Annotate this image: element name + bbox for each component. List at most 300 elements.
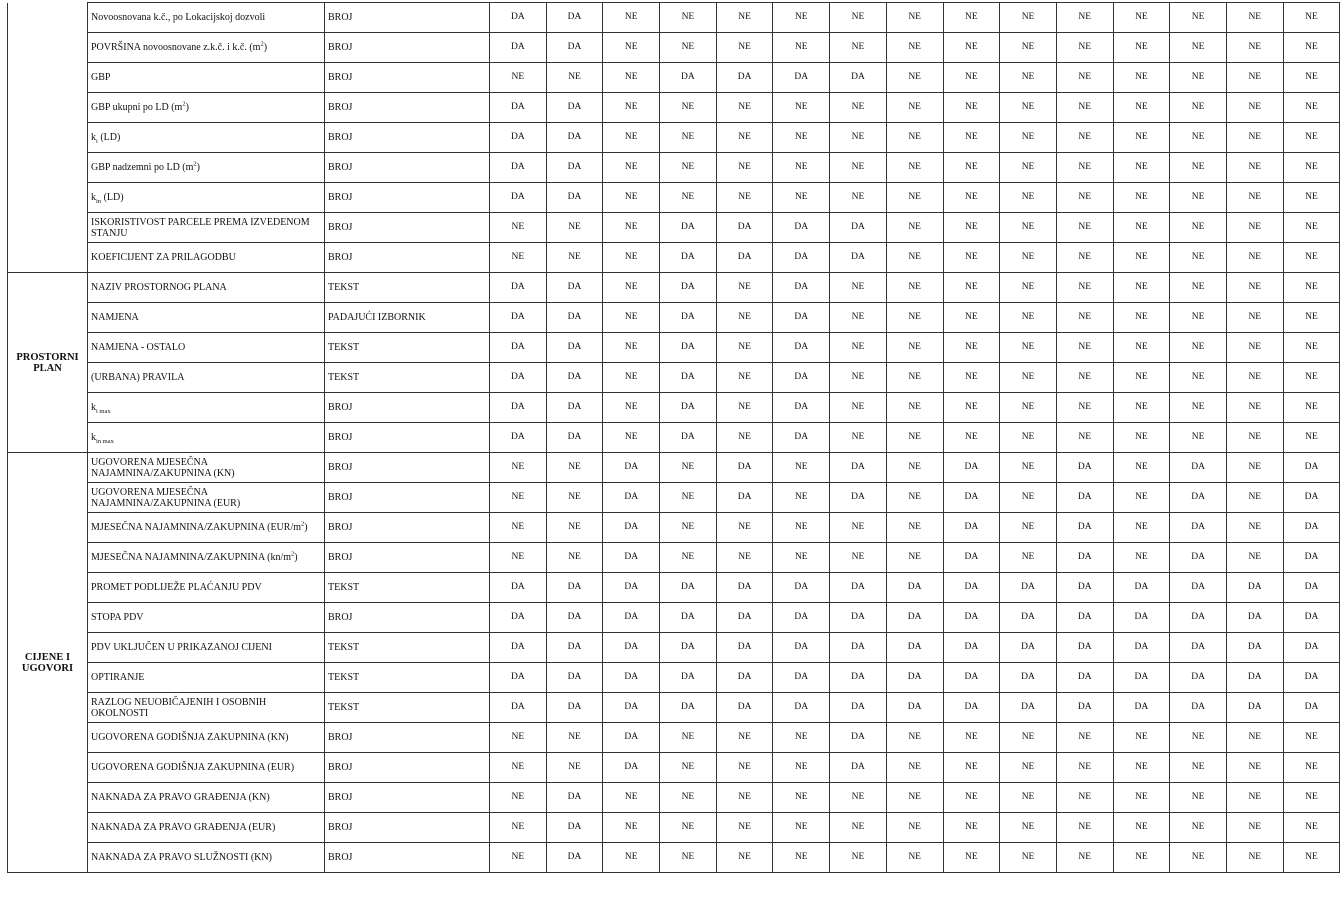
flag-cell: DA (716, 693, 773, 723)
flag-cell: DA (886, 573, 943, 603)
flag-cell: NE (603, 843, 660, 873)
flag-cell: NE (1283, 363, 1340, 393)
flag-cell: NE (830, 3, 887, 33)
table-row (8, 573, 1340, 603)
flag-cell: NE (1283, 333, 1340, 363)
flag-cell: NE (1000, 303, 1057, 333)
flag-cell: NE (773, 543, 830, 573)
flag-cell: NE (886, 453, 943, 483)
flag-cell: NE (1226, 153, 1283, 183)
flag-cell: DA (1283, 663, 1340, 693)
flag-cell: DA (1056, 633, 1113, 663)
flag-cell: NE (660, 513, 717, 543)
flag-cell: DA (490, 363, 547, 393)
flag-cell: DA (546, 693, 603, 723)
attribute-name (88, 663, 325, 693)
flag-cell: NE (716, 813, 773, 843)
table-row (8, 273, 1340, 303)
flag-cell: DA (660, 693, 717, 723)
flag-cell: NE (660, 183, 717, 213)
flag-cell: DA (490, 33, 547, 63)
table-row (8, 93, 1340, 123)
attribute-type: BROJ (325, 123, 490, 153)
attribute-name (88, 543, 325, 573)
flag-cell: NE (830, 783, 887, 813)
flag-cell: NE (716, 753, 773, 783)
flag-cell: NE (830, 273, 887, 303)
attribute-name-part: GBP ukupni po LD (m (91, 102, 183, 113)
flag-cell: DA (660, 63, 717, 93)
flag-cell: NE (943, 63, 1000, 93)
flag-cell: DA (660, 213, 717, 243)
flag-cell: DA (660, 603, 717, 633)
flag-cell: NE (943, 723, 1000, 753)
flag-cell: DA (773, 63, 830, 93)
flag-cell: NE (1113, 783, 1170, 813)
flag-cell: DA (830, 603, 887, 633)
flag-cell: NE (943, 123, 1000, 153)
flag-cell: NE (1000, 783, 1057, 813)
flag-cell: NE (546, 723, 603, 753)
flag-cell: NE (943, 753, 1000, 783)
attribute-name (88, 63, 325, 93)
flag-cell: DA (773, 693, 830, 723)
flag-cell: NE (1226, 303, 1283, 333)
flag-cell: NE (830, 423, 887, 453)
flag-cell: DA (1170, 453, 1227, 483)
flag-cell: NE (546, 483, 603, 513)
flag-cell: DA (1113, 603, 1170, 633)
flag-cell: NE (773, 783, 830, 813)
flag-cell: NE (490, 813, 547, 843)
flag-cell: NE (773, 753, 830, 783)
flag-cell: NE (660, 723, 717, 753)
table-row (8, 453, 1340, 483)
flag-cell: NE (1283, 423, 1340, 453)
attribute-name (88, 213, 325, 243)
flag-cell: NE (1283, 93, 1340, 123)
flag-cell: DA (603, 573, 660, 603)
attribute-name-part: in (96, 198, 102, 205)
flag-cell: DA (943, 603, 1000, 633)
attribute-name-part: UGOVORENA GODIŠNJA ZAKUPNINA (EUR) (91, 762, 295, 773)
flag-cell: DA (1056, 543, 1113, 573)
flag-cell: NE (1283, 813, 1340, 843)
attribute-name-part: (URBANA) PRAVILA (91, 372, 185, 383)
table-row (8, 543, 1340, 573)
flag-cell: DA (773, 603, 830, 633)
flag-cell: NE (1170, 333, 1227, 363)
attribute-name-part: NAMJENA (91, 312, 139, 323)
flag-cell: DA (1283, 543, 1340, 573)
attribute-name-part: MJESEČNA NAJAMNINA/ZAKUPNINA (kn/m (91, 552, 292, 563)
flag-cell: NE (886, 333, 943, 363)
attribute-name-part: UGOVORENA MJESEČNA NAJAMNINA/ZAKUPNINA (KN) (91, 456, 235, 479)
flag-cell: NE (1113, 363, 1170, 393)
flag-cell: NE (1056, 63, 1113, 93)
flag-cell: NE (1283, 3, 1340, 33)
flag-cell: NE (943, 33, 1000, 63)
flag-cell: NE (1056, 213, 1113, 243)
flag-cell: DA (490, 423, 547, 453)
flag-cell: DA (1226, 693, 1283, 723)
flag-cell: NE (1170, 213, 1227, 243)
flag-cell: NE (1113, 63, 1170, 93)
flag-cell: NE (943, 3, 1000, 33)
flag-cell: DA (1113, 573, 1170, 603)
flag-cell: NE (1113, 543, 1170, 573)
flag-cell: DA (716, 243, 773, 273)
flag-cell: DA (546, 423, 603, 453)
flag-cell: DA (490, 183, 547, 213)
attribute-name (88, 603, 325, 633)
flag-cell: NE (603, 183, 660, 213)
flag-cell: DA (943, 483, 1000, 513)
flag-cell: DA (1170, 663, 1227, 693)
flag-cell: DA (830, 213, 887, 243)
flag-cell: NE (716, 783, 773, 813)
flag-cell: NE (1000, 93, 1057, 123)
flag-cell: NE (1056, 783, 1113, 813)
flag-cell: NE (603, 3, 660, 33)
flag-cell: DA (490, 633, 547, 663)
flag-cell: NE (886, 273, 943, 303)
flag-cell: NE (1113, 213, 1170, 243)
flag-cell: NE (1113, 3, 1170, 33)
flag-cell: NE (1000, 453, 1057, 483)
flag-cell: DA (490, 393, 547, 423)
flag-cell: NE (943, 393, 1000, 423)
flag-cell: NE (943, 93, 1000, 123)
flag-cell: NE (490, 723, 547, 753)
flag-cell: NE (490, 753, 547, 783)
flag-cell: NE (886, 33, 943, 63)
flag-cell: NE (603, 33, 660, 63)
flag-cell: NE (886, 213, 943, 243)
attribute-name (88, 243, 325, 273)
table-row (8, 303, 1340, 333)
flag-cell: NE (1000, 753, 1057, 783)
flag-cell: NE (716, 723, 773, 753)
flag-cell: NE (1226, 783, 1283, 813)
flag-cell: NE (1056, 843, 1113, 873)
flag-cell: NE (716, 153, 773, 183)
flag-cell: NE (1000, 513, 1057, 543)
flag-cell: DA (1000, 573, 1057, 603)
flag-cell: NE (1056, 753, 1113, 783)
flag-cell: NE (1000, 813, 1057, 843)
attribute-type: TEKST (325, 633, 490, 663)
flag-cell: DA (773, 663, 830, 693)
flag-cell: DA (490, 573, 547, 603)
flag-cell: DA (546, 3, 603, 33)
flag-cell: NE (490, 453, 547, 483)
flag-cell: DA (1113, 663, 1170, 693)
flag-cell: NE (1226, 3, 1283, 33)
flag-cell: NE (603, 393, 660, 423)
flag-cell: NE (830, 93, 887, 123)
flag-cell: NE (1170, 723, 1227, 753)
flag-cell: DA (546, 843, 603, 873)
flag-cell: NE (603, 363, 660, 393)
flag-cell: DA (490, 273, 547, 303)
attribute-name-part: MJESEČNA NAJAMNINA/ZAKUPNINA (EUR/m (91, 522, 302, 533)
attribute-name-part: STOPA PDV (91, 612, 144, 623)
flag-cell: NE (1226, 483, 1283, 513)
flag-cell: NE (886, 153, 943, 183)
flag-cell: NE (830, 363, 887, 393)
flag-cell: NE (660, 153, 717, 183)
flag-cell: NE (943, 333, 1000, 363)
flag-cell: NE (1226, 723, 1283, 753)
attribute-name (88, 3, 325, 33)
flag-cell: DA (773, 633, 830, 663)
flag-cell: DA (830, 573, 887, 603)
flag-cell: NE (943, 243, 1000, 273)
flag-cell: DA (546, 273, 603, 303)
flag-cell: NE (1000, 333, 1057, 363)
flag-cell: DA (1170, 513, 1227, 543)
flag-cell: DA (490, 123, 547, 153)
flag-cell: DA (660, 633, 717, 663)
flag-cell: NE (1000, 543, 1057, 573)
table-row (8, 783, 1340, 813)
flag-cell: DA (943, 513, 1000, 543)
attribute-name-part: NAMJENA - OSTALO (91, 342, 186, 353)
flag-cell: NE (1283, 123, 1340, 153)
flag-cell: NE (1000, 123, 1057, 153)
attribute-name-part: UGOVORENA MJESEČNA NAJAMNINA/ZAKUPNINA (EUR) (91, 486, 241, 509)
flag-cell: DA (490, 93, 547, 123)
flag-cell: DA (660, 573, 717, 603)
attribute-type: BROJ (325, 603, 490, 633)
flag-cell: NE (1113, 723, 1170, 753)
flag-cell: NE (886, 363, 943, 393)
flag-cell: NE (943, 303, 1000, 333)
attribute-type: BROJ (325, 153, 490, 183)
flag-cell: DA (546, 153, 603, 183)
group-label (8, 3, 88, 273)
flag-cell: DA (603, 723, 660, 753)
flag-cell: NE (546, 63, 603, 93)
flag-cell: DA (1000, 603, 1057, 633)
flag-cell: NE (943, 213, 1000, 243)
table-row (8, 33, 1340, 63)
flag-cell: NE (1226, 843, 1283, 873)
flag-cell: NE (830, 333, 887, 363)
attribute-name-part: (LD) (97, 132, 121, 143)
flag-cell: DA (603, 513, 660, 543)
flag-cell: NE (1283, 33, 1340, 63)
flag-cell: NE (1170, 423, 1227, 453)
flag-cell: DA (660, 423, 717, 453)
attribute-type: BROJ (325, 93, 490, 123)
flag-cell: DA (943, 573, 1000, 603)
flag-cell: DA (943, 543, 1000, 573)
flag-cell: DA (773, 573, 830, 603)
flag-cell: NE (1283, 303, 1340, 333)
flag-cell: NE (1283, 153, 1340, 183)
flag-cell: NE (1113, 333, 1170, 363)
flag-cell: NE (1283, 243, 1340, 273)
attribute-name (88, 813, 325, 843)
flag-cell: NE (773, 183, 830, 213)
attribute-name-part: 2 (291, 550, 295, 558)
attribute-type: BROJ (325, 243, 490, 273)
flag-cell: NE (830, 813, 887, 843)
flag-cell: NE (1113, 483, 1170, 513)
flag-cell: DA (943, 453, 1000, 483)
flag-cell: NE (830, 843, 887, 873)
flag-cell: DA (546, 303, 603, 333)
flag-cell: NE (1000, 393, 1057, 423)
attribute-name (88, 753, 325, 783)
flag-cell: NE (830, 513, 887, 543)
attribute-name-part: ) (196, 162, 200, 173)
flag-cell: NE (1000, 273, 1057, 303)
table-row (8, 663, 1340, 693)
flag-cell: NE (943, 813, 1000, 843)
flag-cell: DA (546, 603, 603, 633)
attribute-name-part: NAZIV PROSTORNOG PLANA (91, 282, 227, 293)
flag-cell: NE (716, 423, 773, 453)
attribute-type: BROJ (325, 33, 490, 63)
flag-cell: NE (1226, 753, 1283, 783)
group-label: CIJENE I UGOVORI (8, 453, 88, 873)
flag-cell: NE (1226, 363, 1283, 393)
flag-cell: DA (1226, 663, 1283, 693)
flag-cell: DA (1283, 693, 1340, 723)
flag-cell: DA (546, 393, 603, 423)
flag-cell: NE (546, 513, 603, 543)
flag-cell: NE (1056, 363, 1113, 393)
flag-cell: DA (1226, 603, 1283, 633)
flag-cell: NE (1056, 393, 1113, 423)
flag-cell: NE (773, 483, 830, 513)
flag-cell: NE (660, 93, 717, 123)
attribute-name-part: OPTIRANJE (91, 672, 145, 683)
attribute-type: TEKST (325, 573, 490, 603)
flag-cell: NE (716, 393, 773, 423)
flag-cell: DA (1283, 483, 1340, 513)
flag-cell: NE (1283, 273, 1340, 303)
flag-cell: DA (603, 543, 660, 573)
table-row (8, 843, 1340, 873)
flag-cell: NE (716, 93, 773, 123)
flag-cell: DA (1056, 513, 1113, 543)
flag-cell: NE (943, 273, 1000, 303)
flag-cell: DA (1170, 483, 1227, 513)
flag-cell: NE (1113, 813, 1170, 843)
flag-cell: NE (1056, 153, 1113, 183)
attribute-name-part: ) (294, 552, 298, 563)
flag-cell: NE (1283, 183, 1340, 213)
flag-cell: NE (603, 123, 660, 153)
flag-cell: NE (1113, 273, 1170, 303)
attribute-name (88, 303, 325, 333)
attribute-name-part: ) (263, 42, 268, 53)
flag-cell: DA (490, 333, 547, 363)
flag-cell: NE (1000, 363, 1057, 393)
flag-cell: NE (830, 303, 887, 333)
flag-cell: DA (603, 633, 660, 663)
flag-cell: DA (1056, 603, 1113, 633)
flag-cell: DA (830, 243, 887, 273)
flag-cell: DA (1000, 663, 1057, 693)
flag-cell: NE (1113, 423, 1170, 453)
flag-cell: NE (1113, 123, 1170, 153)
flag-cell: NE (603, 423, 660, 453)
flag-cell: NE (1226, 243, 1283, 273)
attribute-name-part: PDV UKLJUČEN U PRIKAZANOJ CIJENI (91, 642, 272, 653)
flag-cell: DA (603, 753, 660, 783)
flag-cell: NE (1170, 123, 1227, 153)
flag-cell: NE (1170, 3, 1227, 33)
flag-cell: DA (773, 333, 830, 363)
flag-cell: NE (1113, 843, 1170, 873)
flag-cell: DA (773, 273, 830, 303)
flag-cell: NE (660, 783, 717, 813)
flag-cell: NE (716, 3, 773, 33)
group-label: PROSTORNI PLAN (8, 273, 88, 453)
flag-cell: NE (1283, 843, 1340, 873)
attribute-type: BROJ (325, 63, 490, 93)
flag-cell: DA (716, 603, 773, 633)
flag-cell: NE (1056, 3, 1113, 33)
flag-cell: DA (490, 3, 547, 33)
attribute-type: BROJ (325, 753, 490, 783)
attribute-name (88, 183, 325, 213)
flag-cell: DA (773, 393, 830, 423)
flag-cell: DA (660, 663, 717, 693)
flag-cell: NE (886, 423, 943, 453)
flag-cell: NE (490, 483, 547, 513)
flag-cell: DA (546, 813, 603, 843)
flag-cell: DA (943, 633, 1000, 663)
flag-cell: NE (603, 333, 660, 363)
flag-cell: NE (716, 33, 773, 63)
flag-cell: NE (1056, 243, 1113, 273)
flag-cell: DA (603, 453, 660, 483)
flag-cell: NE (773, 453, 830, 483)
flag-cell: NE (1056, 123, 1113, 153)
table-row (8, 63, 1340, 93)
attribute-name (88, 483, 325, 513)
flag-cell: DA (886, 603, 943, 633)
flag-cell: NE (886, 183, 943, 213)
flag-cell: DA (546, 123, 603, 153)
flag-cell: NE (660, 123, 717, 153)
flag-cell: DA (716, 573, 773, 603)
flag-cell: NE (773, 813, 830, 843)
flag-cell: NE (1283, 723, 1340, 753)
table-row (8, 363, 1340, 393)
flag-cell: NE (1113, 93, 1170, 123)
attribute-name (88, 333, 325, 363)
flag-cell: NE (1113, 453, 1170, 483)
flag-cell: DA (546, 93, 603, 123)
flag-cell: NE (490, 543, 547, 573)
flag-cell: NE (886, 63, 943, 93)
flag-cell: DA (830, 63, 887, 93)
attribute-name (88, 513, 325, 543)
flag-cell: NE (660, 453, 717, 483)
attribute-name-part: i max (96, 408, 111, 415)
flag-cell: NE (1113, 33, 1170, 63)
flag-cell: NE (603, 93, 660, 123)
flag-cell: NE (1170, 393, 1227, 423)
flag-cell: DA (546, 633, 603, 663)
